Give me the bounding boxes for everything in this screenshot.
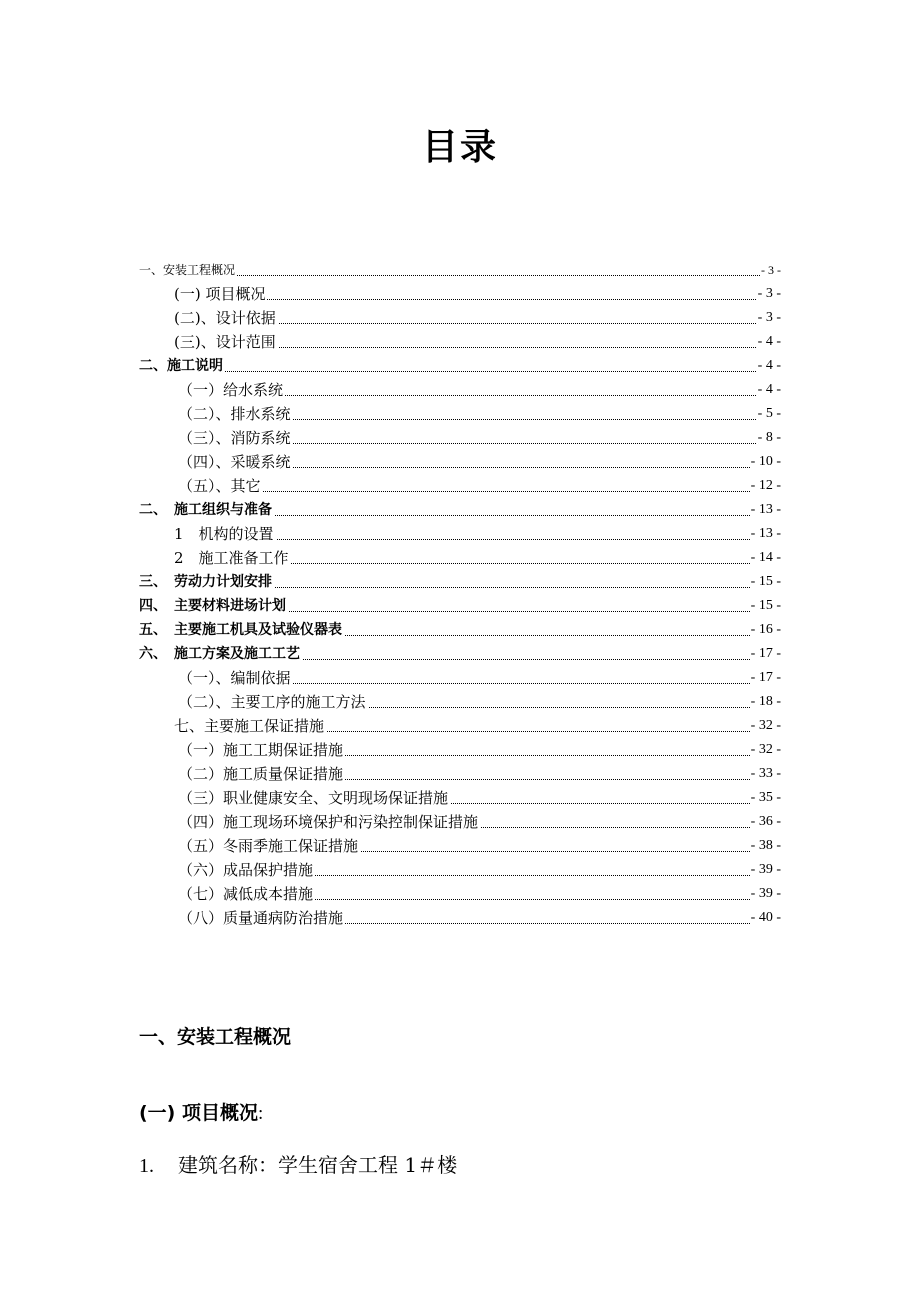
- toc-entry[interactable]: [0, 451, 920, 473]
- toc-entry[interactable]: [0, 331, 920, 353]
- toc-entry-page: - 36 -: [750, 811, 781, 833]
- toc-entry-page: - 10 -: [750, 451, 781, 473]
- toc-entry-label: (二)、设计依据: [174, 309, 276, 327]
- page-title: 目录: [421, 127, 498, 168]
- toc-entry-label: （四）施工现场环境保护和污染控制保证措施: [178, 813, 479, 831]
- toc-entry[interactable]: [0, 571, 920, 593]
- toc-entry-page: - 8 -: [757, 427, 781, 449]
- toc-entry[interactable]: [0, 523, 920, 545]
- toc-entry-page: - 39 -: [750, 859, 781, 881]
- toc-entry-label: （五）冬雨季施工保证措施: [178, 837, 359, 855]
- toc-entry-page: - 4 -: [757, 331, 781, 353]
- toc-entry[interactable]: [0, 499, 920, 521]
- toc-entry-label: （一）给水系统: [178, 381, 284, 399]
- toc-entry-page: - 5 -: [757, 403, 781, 425]
- toc-entry[interactable]: [0, 595, 920, 617]
- toc-entry[interactable]: [0, 379, 920, 401]
- subsection-heading-colon: :: [257, 1103, 264, 1124]
- toc-entry-page: - 4 -: [757, 379, 781, 401]
- toc-entry[interactable]: [0, 355, 920, 377]
- toc-entry[interactable]: [0, 283, 920, 305]
- toc-entry-page: - 40 -: [750, 907, 781, 929]
- toc-leader-dots: [178, 491, 770, 492]
- subsection-heading: [139, 1099, 263, 1128]
- toc-entry[interactable]: [0, 907, 920, 929]
- toc-entry[interactable]: [0, 691, 920, 713]
- toc-entry-page: - 3 -: [757, 307, 781, 329]
- toc-entry-page: - 35 -: [750, 787, 781, 809]
- toc-entry-label: （三）职业健康安全、文明现场保证措施: [178, 789, 449, 807]
- toc-entry-label: （二）施工质量保证措施: [178, 765, 344, 783]
- toc-entry-page: - 32 -: [750, 715, 781, 737]
- toc-entry-page: - 16 -: [750, 619, 781, 641]
- toc-leader-dots: [139, 371, 770, 372]
- toc-entry[interactable]: [0, 739, 920, 761]
- toc-entry-label: （三）、消防系统: [178, 429, 291, 447]
- toc-entry-page: - 17 -: [750, 667, 781, 689]
- toc-entry-page: - 18 -: [750, 691, 781, 713]
- toc-entry[interactable]: [0, 475, 920, 497]
- toc-entry-label: （一）施工工期保证措施: [178, 741, 344, 759]
- toc-entry-label: 二、 施工组织与准备: [139, 499, 274, 521]
- list-item: [139, 1151, 457, 1180]
- toc-entry-label: 1 机构的设置: [174, 525, 274, 543]
- toc-entry[interactable]: [0, 787, 920, 809]
- list-item-text: 建筑名称：学生宿舍工程 1＃楼: [178, 1153, 458, 1177]
- toc-entry-page: - 3 -: [760, 259, 781, 281]
- toc-entry[interactable]: [0, 715, 920, 737]
- toc-entry-page: - 12 -: [750, 475, 781, 497]
- toc-entry-page: - 32 -: [750, 739, 781, 761]
- toc-entry[interactable]: [0, 307, 920, 329]
- toc-entry-page: - 13 -: [750, 523, 781, 545]
- toc-entry-label: （六）成品保护措施: [178, 861, 314, 879]
- toc-entry-page: - 38 -: [750, 835, 781, 857]
- toc-entry-label: （一）、编制依据: [178, 669, 291, 687]
- toc-entry-label: （八）质量通病防治措施: [178, 909, 344, 927]
- toc-entry[interactable]: [0, 547, 920, 569]
- toc-entry-page: - 4 -: [757, 355, 781, 377]
- toc-entry[interactable]: [0, 763, 920, 785]
- toc-entry-page: - 3 -: [757, 283, 781, 305]
- toc-entry-label: （五）、其它: [178, 477, 261, 495]
- toc-entry-label: 一、安装工程概况: [139, 259, 237, 281]
- toc-entry-label: 六、 施工方案及施工工艺: [139, 643, 302, 665]
- toc-entry[interactable]: [0, 883, 920, 905]
- toc-entry-page: - 33 -: [750, 763, 781, 785]
- toc-entry-page: - 15 -: [750, 595, 781, 617]
- toc-entry-label: 2 施工准备工作: [174, 549, 289, 567]
- subsection-heading-text: (一) 项目概况: [139, 1102, 258, 1124]
- toc-entry-label: （二）、排水系统: [178, 405, 291, 423]
- toc-entry[interactable]: [0, 643, 920, 665]
- section-heading: 一、安装工程概况: [139, 1026, 292, 1048]
- toc-entry-label: 五、 主要施工机具及试验仪器表: [139, 619, 344, 641]
- toc-entry-page: - 13 -: [750, 499, 781, 521]
- toc-entry[interactable]: [0, 259, 920, 281]
- list-item-number: 1.: [139, 1155, 154, 1177]
- toc-entry-label: （七）减低成本措施: [178, 885, 314, 903]
- toc-entry-label: 七、主要施工保证措施: [174, 717, 325, 735]
- toc-entry-page: - 39 -: [750, 883, 781, 905]
- toc-entry[interactable]: [0, 859, 920, 881]
- toc-entry-label: (一) 项目概况: [174, 285, 266, 303]
- toc-entry-label: (三)、设计范围: [174, 333, 276, 351]
- toc-entry-page: - 15 -: [750, 571, 781, 593]
- toc-entry[interactable]: [0, 403, 920, 425]
- toc-entry-label: （二）、主要工序的施工方法: [178, 693, 366, 711]
- toc-entry[interactable]: [0, 811, 920, 833]
- toc-entry-label: 三、 劳动力计划安排: [139, 571, 274, 593]
- toc-entry-label: （四）、采暖系统: [178, 453, 291, 471]
- toc-entry[interactable]: [0, 835, 920, 857]
- toc-entry-label: 四、 主要材料进场计划: [139, 595, 288, 617]
- toc-entry-page: - 17 -: [750, 643, 781, 665]
- toc-entry[interactable]: [0, 619, 920, 641]
- toc-entry-page: - 14 -: [750, 547, 781, 569]
- toc-entry[interactable]: [0, 427, 920, 449]
- toc-entry[interactable]: [0, 667, 920, 689]
- toc-entry-label: 二、施工说明: [139, 355, 225, 377]
